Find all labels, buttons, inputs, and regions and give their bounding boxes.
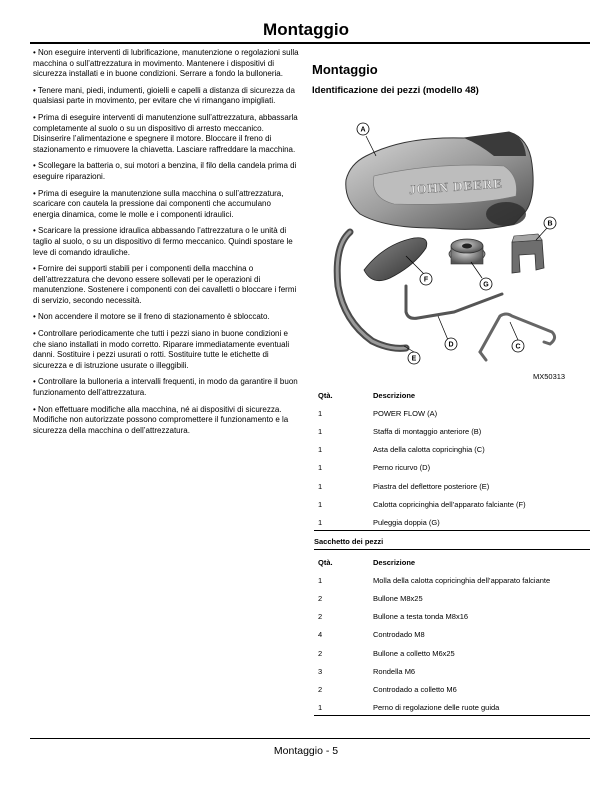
safety-bullet: • Tenere mani, piedi, indumenti, gioielli e capelli a distanza di sicurezza da qualsiasi parte in movimento, per evitare che vi rimangano impigliati. bbox=[33, 85, 295, 106]
description-cell: Controdado a colletto M6 bbox=[373, 684, 457, 694]
qty-cell: 2 bbox=[318, 684, 323, 694]
double-pulley bbox=[449, 239, 485, 264]
qty-cell: 1 bbox=[318, 408, 323, 418]
description-cell: Bullone M8x25 bbox=[373, 593, 423, 603]
safety-bullet: • Fornire dei supporti stabili per i componenti della macchina o dell’attrezzatura che devono essere sollevati per le operazioni di manutenzione. Sostenere i componenti con dei cavalletti o bloccare i fermi di servizio, secondo necessità. bbox=[33, 264, 297, 305]
description-cell: Asta della calotta copricinghia (C) bbox=[373, 445, 485, 455]
assembly-section bbox=[312, 62, 592, 96]
description-cell: Calotta copricinghia dell’apparato falciante (F) bbox=[373, 499, 526, 509]
table-row bbox=[318, 404, 588, 422]
description-cell: POWER FLOW (A) bbox=[373, 408, 438, 418]
table-row bbox=[318, 477, 588, 495]
bag-table bbox=[318, 553, 588, 717]
description-cell: Puleggia doppia (G) bbox=[373, 517, 440, 527]
svg-text:D: D bbox=[448, 341, 454, 349]
safety-bullet: • Controllare la bulloneria a intervalli frequenti, in modo da garantire il buon funzionamento dell’attrezzatura. bbox=[33, 377, 298, 398]
table-row bbox=[318, 571, 588, 589]
curved-pin bbox=[406, 286, 502, 318]
callout-d bbox=[438, 316, 457, 350]
qty-header: Qtà. bbox=[318, 390, 333, 400]
qty-cell: 1 bbox=[318, 426, 323, 436]
qty-cell: 2 bbox=[318, 612, 323, 622]
table-row bbox=[318, 513, 588, 531]
table-row bbox=[318, 626, 588, 644]
page-footer: Montaggio - 5 bbox=[273, 745, 339, 757]
description-cell: Perno ricurvo (D) bbox=[373, 463, 431, 473]
safety-bullet: • Non accendere il motore se il freno di stazionamento è sbloccato. bbox=[33, 312, 270, 322]
svg-text:G: G bbox=[483, 281, 489, 289]
callout-g bbox=[471, 262, 492, 290]
table-row bbox=[318, 662, 588, 680]
table-row bbox=[318, 699, 588, 717]
svg-text:F: F bbox=[423, 276, 429, 284]
table-row bbox=[318, 422, 588, 440]
svg-text:C: C bbox=[515, 343, 521, 351]
table-row bbox=[318, 459, 588, 477]
qty-cell: 1 bbox=[318, 575, 323, 585]
qty-cell: 4 bbox=[318, 630, 323, 640]
safety-bullet: • Controllare periodicamente che tutti i pezzi siano in buone condizioni e che siano installati in modo corretto. Riparare immediatamente eventuali danni. Sostituire i pezzi usurati o rotti. Sostituire tutte le etichette di sicurezza e di istruzione usurate o illeggibili. bbox=[33, 329, 290, 370]
description-cell: Molla della calotta copricinghia dell’apparato falciante bbox=[373, 575, 551, 585]
table-divider bbox=[314, 530, 590, 531]
callout-f bbox=[406, 256, 432, 285]
description-header: Descrizione bbox=[373, 557, 416, 567]
qty-cell: 1 bbox=[318, 481, 323, 491]
safety-bullet: • Scaricare la pressione idraulica abbassando l’attrezzatura o le unità di taglio al suolo, o su un dispositivo di fermo meccanico. Quindi spostare le leve di comando idrauliche. bbox=[33, 226, 293, 257]
table-row bbox=[318, 680, 588, 698]
description-cell: Bullone a testa tonda M8x16 bbox=[373, 612, 469, 622]
brand-text: JOHN DEERE bbox=[408, 175, 504, 198]
power-flow-housing bbox=[346, 132, 533, 229]
qty-cell: 3 bbox=[318, 666, 323, 676]
table-row bbox=[318, 589, 588, 607]
parts-illustration bbox=[314, 116, 590, 384]
table-row bbox=[318, 644, 588, 662]
description-header: Descrizione bbox=[373, 390, 416, 400]
callout-c bbox=[510, 322, 524, 352]
front-mounting-bracket bbox=[512, 234, 544, 273]
qty-header: Qtà. bbox=[318, 557, 333, 567]
svg-text:E: E bbox=[411, 355, 417, 363]
table-header bbox=[318, 386, 588, 404]
table-row bbox=[318, 441, 588, 459]
table-divider bbox=[314, 549, 590, 550]
page-title: Montaggio bbox=[263, 20, 349, 39]
qty-cell: 1 bbox=[318, 445, 323, 455]
description-cell: Controdado M8 bbox=[373, 630, 425, 640]
qty-cell: 1 bbox=[318, 463, 323, 473]
section-subtitle: Identificazione dei pezzi (modello 48) bbox=[312, 85, 479, 96]
belt-cover bbox=[364, 238, 427, 281]
safety-instructions bbox=[33, 48, 299, 442]
callout-a bbox=[357, 123, 376, 156]
svg-text:A: A bbox=[360, 126, 366, 134]
footer-divider bbox=[30, 738, 590, 739]
table-row bbox=[318, 495, 588, 513]
description-cell: Staffa di montaggio anteriore (B) bbox=[373, 426, 482, 436]
svg-text:B: B bbox=[547, 220, 553, 228]
safety-bullet: • Scollegare la batteria o, sui motori a benzina, il filo della candela prima di eseguire riparazioni. bbox=[33, 161, 297, 181]
safety-bullet: • Prima di eseguire la manutenzione sulla macchina o sull’attrezzatura, scaricare con cautela la pressione dai componenti che accumulano energia dinamica, come le molle e i componenti idraulici. bbox=[33, 188, 284, 219]
description-cell: Piastra del deflettore posteriore (E) bbox=[373, 481, 490, 491]
header-divider bbox=[30, 42, 590, 44]
callout-b bbox=[536, 217, 556, 240]
description-cell: Perno di regolazione delle ruote guida bbox=[373, 703, 500, 713]
safety-bullet: • Prima di eseguire interventi di manutenzione sull’attrezzatura, abbassarla completamente al suolo o su un dispositivo di arresto meccanico. Disinserire l’alimentazione e spegnere il motore. Bloccare il freno di stazionamento e rimuovere la chiavetta. Lasciare raffreddare la macchina. bbox=[33, 112, 298, 154]
table-header bbox=[318, 553, 588, 571]
section-title: Montaggio bbox=[312, 62, 378, 77]
qty-cell: 1 bbox=[318, 517, 323, 527]
figure-code: MX50313 bbox=[533, 372, 566, 381]
table-divider bbox=[314, 715, 590, 716]
qty-cell: 1 bbox=[318, 703, 323, 713]
safety-bullet: • Non eseguire interventi di lubrificazione, manutenzione o regolazioni sulla macchina o sull’attrezzatura in movimento. Mantenere i dispositivi di sicurezza installati e in buone condizioni. Serrare a fondo la bulloneria. bbox=[33, 48, 299, 79]
bag-title: Sacchetto dei pezzi bbox=[314, 537, 384, 546]
table-row bbox=[318, 608, 588, 626]
qty-cell: 1 bbox=[318, 499, 323, 509]
description-cell: Rondella M6 bbox=[373, 666, 416, 676]
parts-table bbox=[318, 386, 588, 532]
qty-cell: 2 bbox=[318, 648, 323, 658]
belt-cover-rod bbox=[480, 314, 555, 360]
safety-bullet: • Non effettuare modifiche alla macchina, né ai dispositivi di sicurezza. Modifiche non autorizzate possono compromettere il funzionamento e la sicurezza della macchina o dell’attrezzatura. bbox=[33, 404, 289, 435]
description-cell: Bullone a colletto M6x25 bbox=[373, 648, 455, 658]
qty-cell: 2 bbox=[318, 593, 323, 603]
